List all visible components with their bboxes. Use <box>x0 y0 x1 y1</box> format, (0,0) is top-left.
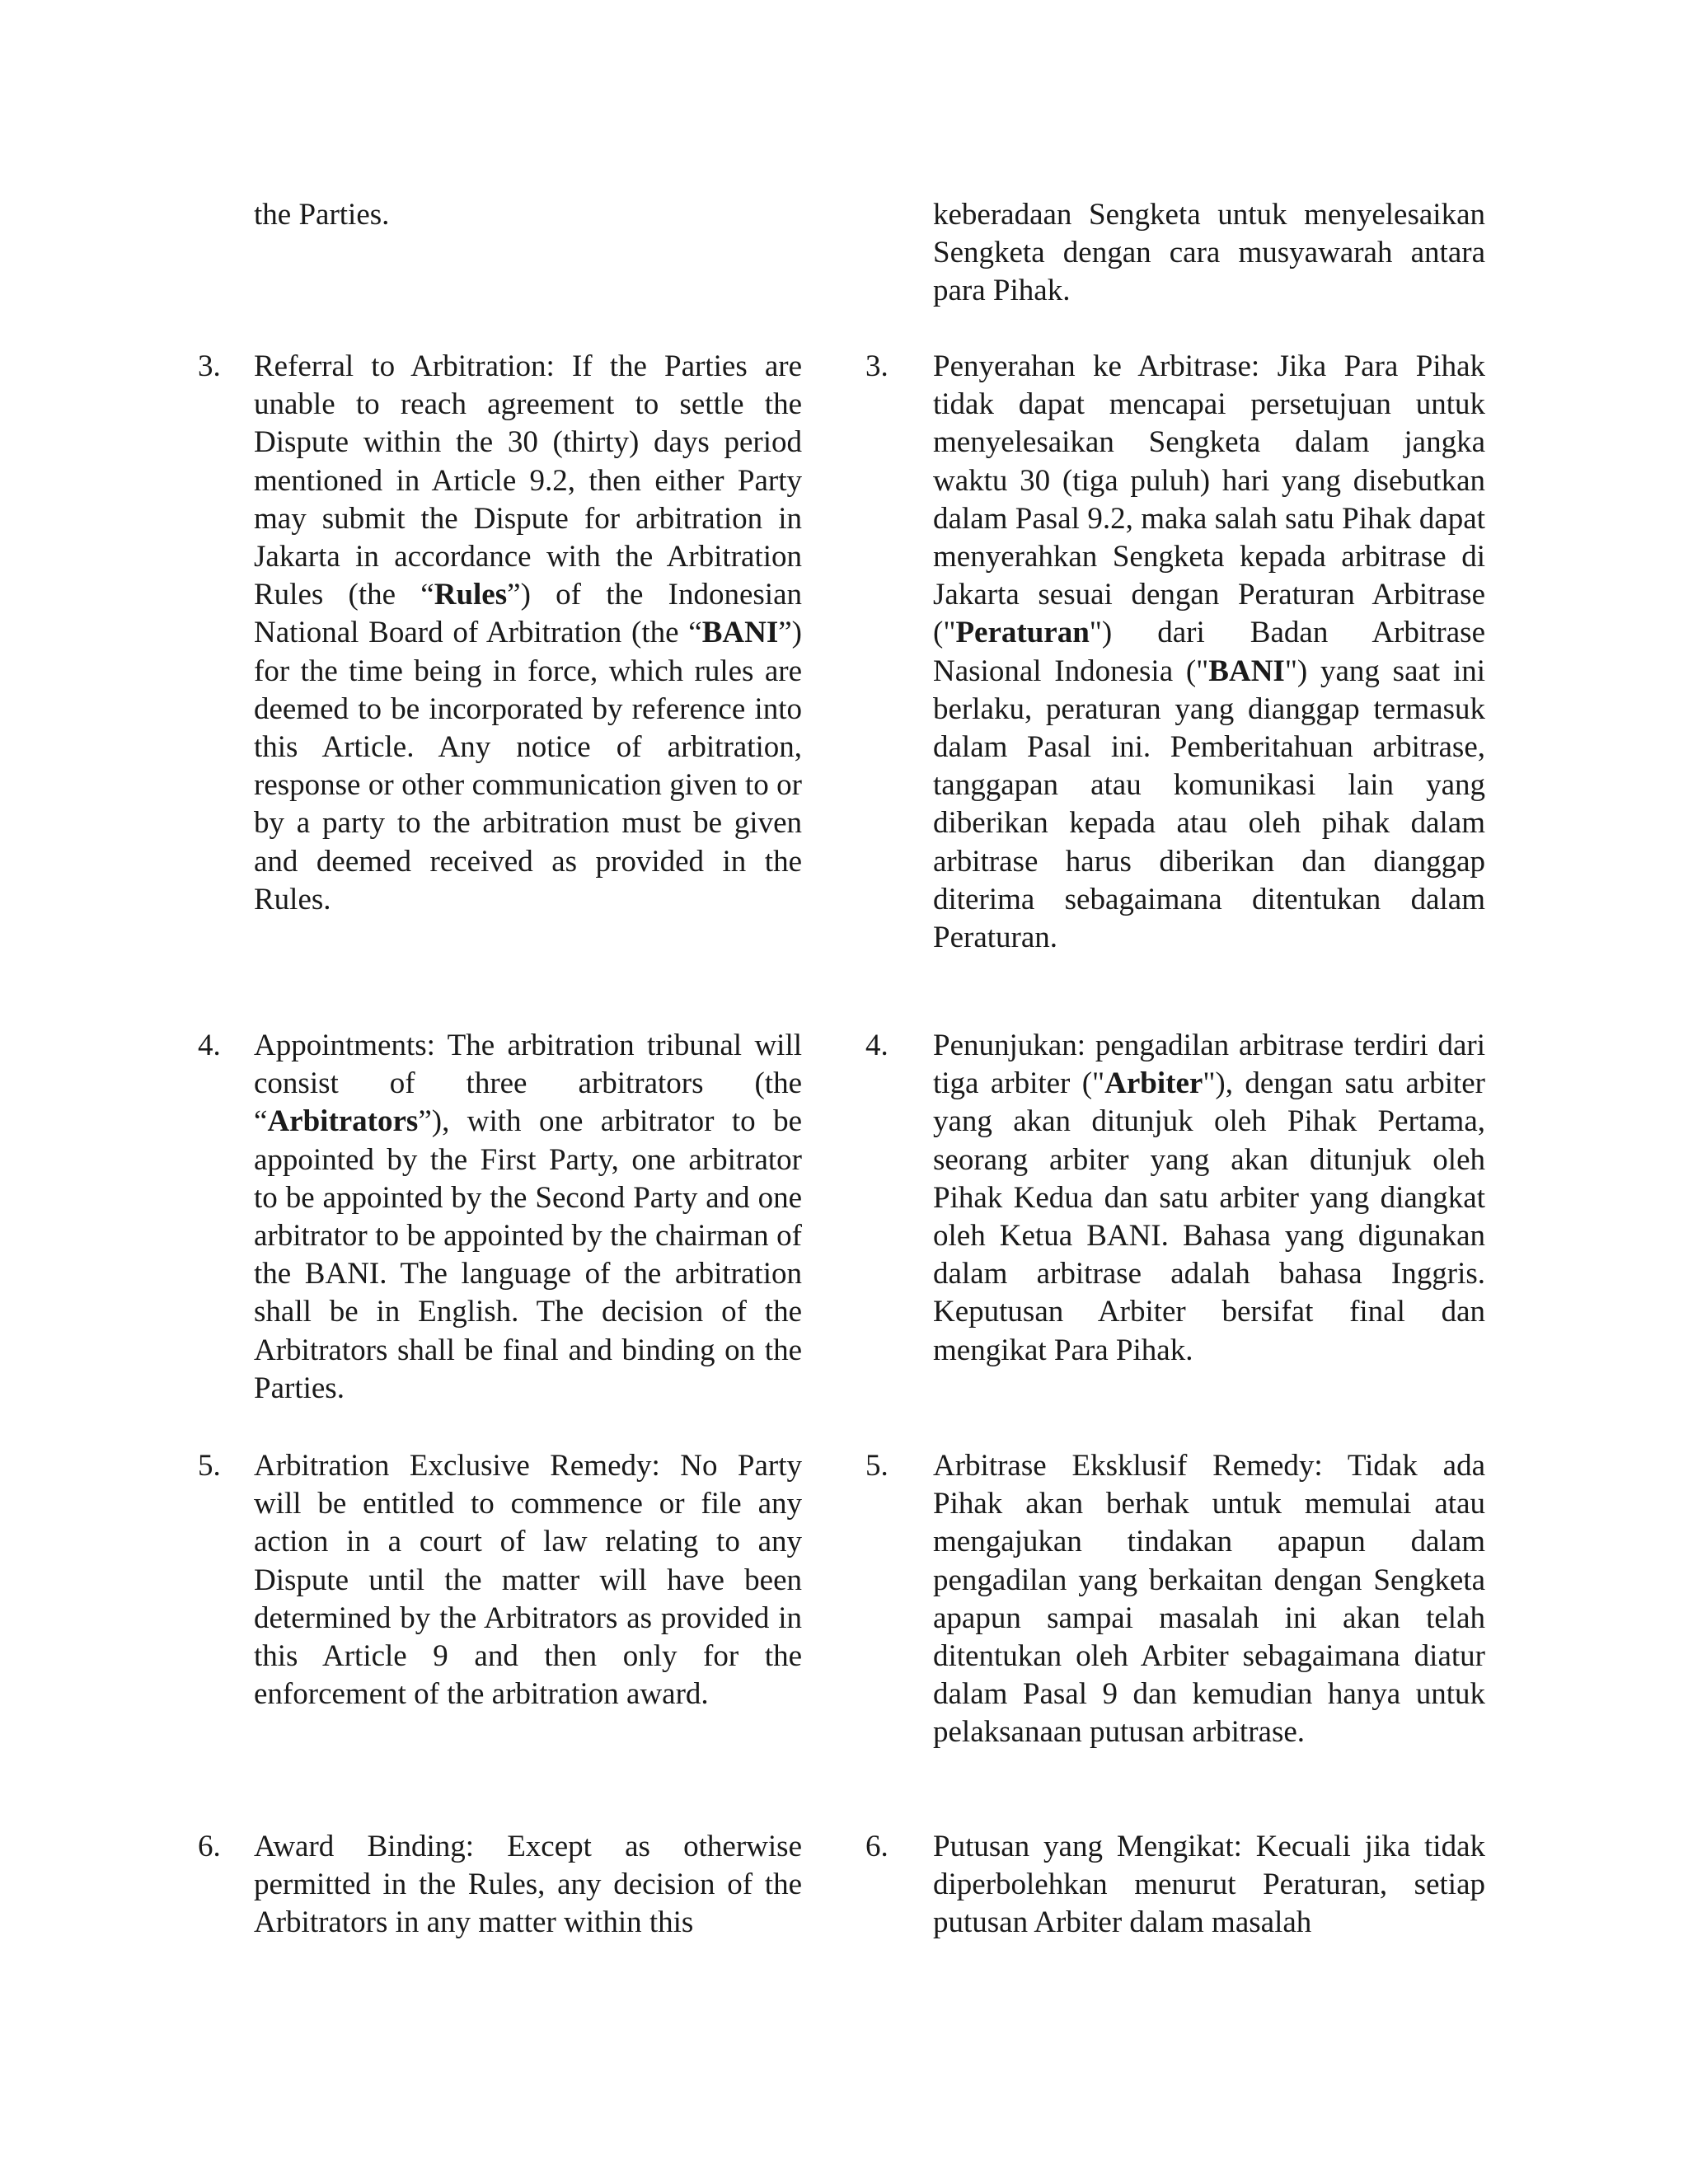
id-item-6-number: 6. <box>865 1830 889 1863</box>
en-item-3-text-2: ”) of the Indonesian National Board of Arbitration (the “ <box>254 578 802 650</box>
id-item-3-text-1: Penyerahan ke Arbitrase: Jika Para Pihak tidak dapat mencapai persetujuan untuk menyelesaikan Sengketa dalam jangka waktu 30 (tiga puluh) hari yang disebutkan dalam Pasal 9.2, maka salah satu Pihak dapat menyerahkan Sengketa kepada arbitrase di Jakarta sesuai dengan Peraturan Arbitrase (" <box>933 349 1485 650</box>
en-item-5-number: 5. <box>198 1449 221 1483</box>
en-item-5: Arbitration Exclusive Remedy: No Party will be entitled to commence or file any action in a court of law relating to any Dispute until the matter will have been determined by the Arbitrators as provided in this Article 9 and then only for the enforcement of the arbitration award. <box>254 1449 802 1712</box>
id-item-5: Arbitrase Eksklusif Remedy: Tidak ada Pihak akan berhak untuk memulai atau mengajukan tindakan apapun dalam pengadilan yang berkaitan dengan Sengketa apapun sampai masalah ini akan telah ditentukan oleh Arbiter sebagaimana diatur dalam Pasal 9 dan kemudian hanya untuk pelaksanaan putusan arbitrase. <box>933 1449 1485 1750</box>
id-item-5-number: 5. <box>865 1449 889 1483</box>
en-item-3-number: 3. <box>198 349 221 383</box>
id-item-4-text-1: Penunjukan: pengadilan arbitrase terdiri dari tiga arbiter (" <box>933 1029 1485 1101</box>
id-item-3-number: 3. <box>865 349 889 383</box>
en-item-3-text-3: ”) for the time being in force, which rules are deemed to be incorporated by reference into this Article. Any notice of arbitration, response or other communication given to or by a party to the arbitration must be given and deemed received as provided in the Rules. <box>254 616 802 916</box>
en-term-arbitrators: Arbitrators <box>267 1104 419 1139</box>
id-item-3-text-2: ") dari Badan Arbitrase Nasional Indonesia (" <box>933 616 1485 688</box>
id-term-bani: BANI <box>1208 654 1285 688</box>
en-item-3 <box>254 348 802 919</box>
id-item-4-number: 4. <box>865 1029 889 1062</box>
en-item-3-text-1: Referral to Arbitration: If the Parties are unable to reach agreement to settle the Dispute within the 30 (thirty) days period mentioned in Article 9.2, then either Party may submit the Dispute for arbitration in Jakarta in accordance with the Arbitration Rules (the “ <box>254 349 802 612</box>
id-item-3 <box>933 348 1485 957</box>
en-item-4 <box>254 1027 802 1408</box>
en-item-4-text-2: ”), with one arbitrator to be appointed by the First Party, one arbitrator to be appointed by the Second Party and one arbitrator to be appointed by the chairman of the BANI. The language of the arbitration shall be in English. The decision of the Arbitrators shall be final and binding on the Parties. <box>254 1104 802 1405</box>
id-term-peraturan: Peraturan <box>955 616 1090 650</box>
en-item-6: Award Binding: Except as otherwise permitted in the Rules, any decision of the Arbitrators in any matter within this <box>254 1830 802 1940</box>
id-intro: keberadaan Sengketa untuk menyelesaikan Sengketa dengan cara musyawarah antara para Pihak. <box>933 198 1485 308</box>
en-intro: the Parties. <box>254 198 390 232</box>
en-item-4-number: 4. <box>198 1029 221 1062</box>
id-item-4-text-2: "), dengan satu arbiter yang akan ditunjuk oleh Pihak Pertama, seorang arbiter yang akan ditunjuk oleh Pihak Kedua dan satu arbiter yang diangkat oleh Ketua BANI. Bahasa yang digunakan dalam arbitrase adalah bahasa Inggris. Keputusan Arbiter bersifat final dan mengikat Para Pihak. <box>933 1066 1485 1367</box>
en-item-6-number: 6. <box>198 1830 221 1863</box>
id-item-6: Putusan yang Mengikat: Kecuali jika tidak diperbolehkan menurut Peraturan, setiap putusan Arbiter dalam masalah <box>933 1830 1485 1940</box>
id-item-4 <box>933 1027 1485 1370</box>
id-term-arbiter: Arbiter <box>1104 1066 1203 1101</box>
en-term-rules: Rules <box>434 578 508 612</box>
en-item-4-text-1: Appointments: The arbitration tribunal will consist of three arbitrators (the “ <box>254 1029 802 1139</box>
id-item-3-text-3: ") yang saat ini berlaku, peraturan yang dianggap termasuk dalam Pasal ini. Pemberitahuan arbitrase, tanggapan atau komunikasi lain yang diberikan kepada atau oleh pihak dalam arbitrase harus diberikan dan dianggap diterima sebagaimana ditentukan dalam Peraturan. <box>933 654 1485 955</box>
en-term-bani: BANI <box>701 616 779 650</box>
